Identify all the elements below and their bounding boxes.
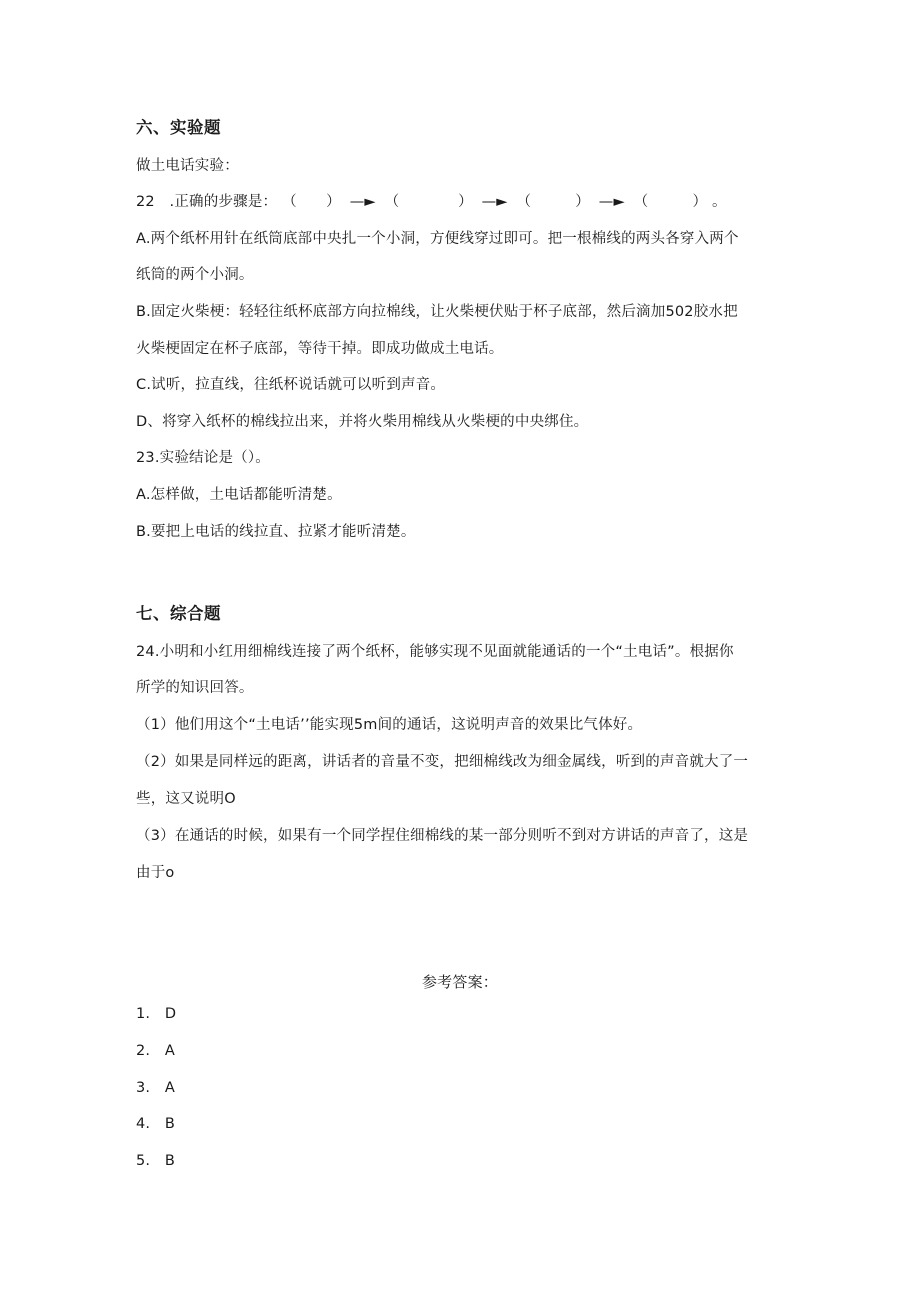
answer-item: 2. A	[136, 1043, 176, 1059]
question-24-line2: 所学的知识回答。	[136, 680, 254, 696]
q22-blank-4: （ ）	[633, 194, 708, 210]
answer-item: 3. A	[136, 1080, 176, 1096]
answers-heading: 参考答案：	[421, 973, 498, 991]
q22-end: 。	[711, 194, 727, 210]
option-a-line2: 纸筒的两个小洞。	[136, 267, 254, 283]
q24-part-2-line2: 些，这又说明O	[136, 791, 236, 807]
q24-part-3-line1: （3）在通话的时候，如果有一个同学捏住细棉线的某一部分则听不到对方讲话的声音了，这是	[136, 828, 749, 844]
section7-heading: 七、综合题	[136, 604, 221, 623]
section6-heading: 六、实验题	[136, 118, 221, 137]
question-23: 23.实验结论是（）。	[136, 450, 271, 466]
question-22	[136, 192, 727, 212]
q22-stem: 22 .正确的步骤是：	[136, 194, 278, 210]
q24-part-1: （1）他们用这个“土电话’’能实现5m间的通话，这说明声音的效果比气体好。	[136, 717, 643, 733]
arrow-icon: —►	[598, 194, 625, 210]
question-24-line1: 24.小明和小红用细棉线连接了两个纸杯，能够实现不见面就能通话的一个“土电话”。根据你	[136, 644, 734, 660]
option-c: C.试听，拉直线，往纸杯说话就可以听到声音。	[136, 377, 446, 393]
option-a-line1: A.两个纸杯用针在纸筒底部中央扎一个小洞，方便线穿过即可。把一根棉线的两头各穿入两个	[136, 231, 739, 247]
q23-option-a: A.怎样做，土电话都能听清楚。	[136, 487, 342, 503]
option-b-line1: B.固定火柴梗：轻轻往纸杯底部方向拉棉线，让火柴梗伏贴于杯子底部，然后滴加502胶水把	[136, 304, 738, 320]
option-b-line2: 火柴梗固定在杯子底部，等待干掉。即成功做成土电话。	[136, 341, 504, 357]
q22-blank-2: （ ）	[384, 194, 473, 210]
q23-option-b: B.要把上电话的线拉直、拉紧才能听清楚。	[136, 524, 416, 540]
q24-part-3-line2: 由于o	[136, 865, 175, 881]
answer-item: 5. B	[136, 1153, 176, 1169]
q24-part-2-line1: （2）如果是同样远的距离，讲话者的音量不变，把细棉线改为细金属线，听到的声音就大了一	[136, 754, 749, 770]
arrow-icon: —►	[349, 194, 376, 210]
answer-item: 1. D	[136, 1006, 177, 1022]
option-d: D、将穿入纸杯的棉线拉出来，并将火柴用棉线从火柴梗的中央绑住。	[136, 414, 589, 430]
answer-item: 4. B	[136, 1116, 176, 1132]
q22-blank-3: （ ）	[516, 194, 590, 210]
experiment-intro: 做土电话实验：	[136, 158, 239, 174]
arrow-icon: —►	[481, 194, 508, 210]
q22-blank-1: （ ）	[282, 194, 341, 210]
